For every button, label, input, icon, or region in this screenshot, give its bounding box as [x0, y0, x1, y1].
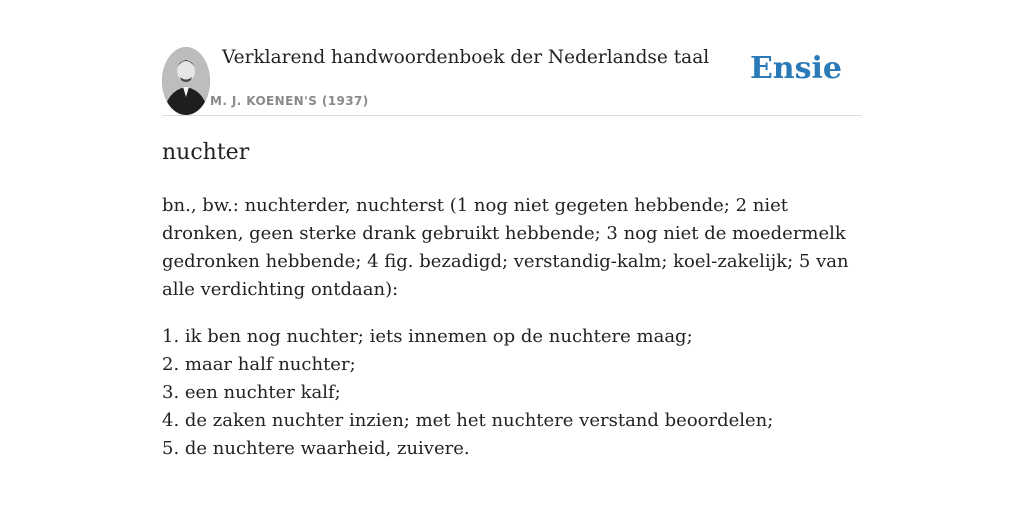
author-portrait — [162, 47, 210, 115]
brand-logo-link[interactable]: Ensie — [749, 51, 842, 86]
definition-text: bn., bw.: nuchterder, nuchterst (1 nog niet gegeten hebbende; 2 niet dronken, geen sterke drank gebruikt hebbende; 3 nog niet de moedermelk gedronken hebbende; 4 fig. bezadigd; verstandig-kalm; koel-zakelijk; 5 van alle verdichting ontdaan): — [162, 195, 849, 300]
author-line: M. J. KOENEN'S (1937) — [210, 94, 369, 108]
book-title: Verklarend handwoordenboek der Nederlandse taal — [222, 47, 710, 68]
header — [162, 45, 862, 116]
example-item: 1. ik ben nog nuchter; iets innemen op de nuchtere maag; — [162, 326, 693, 347]
examples-list — [162, 323, 862, 463]
example-item: 2. maar half nuchter; — [162, 354, 356, 375]
example-item: 3. een nuchter kalf; — [162, 382, 341, 403]
headword: nuchter — [162, 140, 250, 165]
example-item: 4. de zaken nuchter inzien; met het nuchtere verstand beoordelen; — [162, 410, 774, 431]
portrait-image — [162, 47, 210, 115]
example-item: 5. de nuchtere waarheid, zuivere. — [162, 438, 470, 459]
